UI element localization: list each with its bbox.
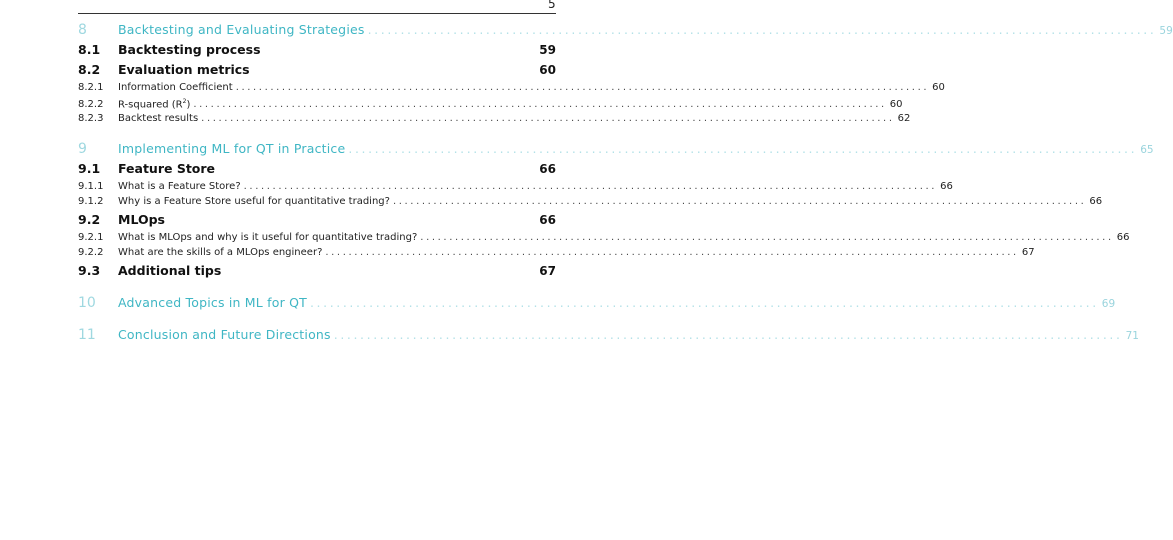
toc-entry-number: 8.1 xyxy=(78,42,101,57)
toc-entry-page: 66 xyxy=(1089,196,1103,207)
toc-subsection-9-2-2[interactable] xyxy=(78,247,1035,263)
toc-entry-title-text: Backtest results xyxy=(118,113,199,124)
toc-entry-page: 65 xyxy=(1140,143,1154,156)
toc-section-9-1[interactable] xyxy=(78,161,556,181)
toc-leader-dots: ........................................................................................................................ xyxy=(367,22,1157,37)
toc-entry-page: 67 xyxy=(1021,247,1035,258)
toc-entry-title-text: Implementing ML for QT in Practice xyxy=(118,140,346,156)
toc-entry-title-text: Information Coefficient xyxy=(118,82,233,93)
toc-entry-title xyxy=(118,196,390,207)
toc-entry-number: 8.2 xyxy=(78,62,101,77)
toc-entry-title xyxy=(118,42,261,57)
toc-leader-dots: ........................................................................................................................ xyxy=(243,180,938,192)
toc-entry-number: 9.1 xyxy=(78,160,101,176)
toc-entry-page: 60 xyxy=(539,63,556,77)
toc-entry-page: 59 xyxy=(539,43,556,57)
toc-entry-number: 9.2.1 xyxy=(78,231,104,243)
toc-entry-title xyxy=(118,98,190,110)
toc-entry-title xyxy=(118,263,221,278)
toc-entry-title-text: What is a Feature Store? xyxy=(118,180,241,192)
toc-leader-dots: ........................................................................................................................ xyxy=(235,82,930,93)
toc-chapter-10[interactable] xyxy=(78,294,1116,315)
table-of-contents xyxy=(78,22,1173,347)
toc-entry-number: 9.1.2 xyxy=(78,196,104,207)
toc-entry-title-text: Additional tips xyxy=(118,262,222,278)
toc-entry-title-text: Advanced Topics in ML for QT xyxy=(118,294,307,310)
toc-entry-title-text: Backtesting and Evaluating Strategies xyxy=(118,22,365,37)
toc-leader-dots: ........................................................................................................................ xyxy=(193,98,887,110)
toc-entry-page: 66 xyxy=(940,180,953,192)
toc-entry-title xyxy=(118,82,233,93)
toc-entry-title-text: What is MLOps and why is it useful for quantitative trading? xyxy=(118,231,418,243)
toc-entry-page: 67 xyxy=(539,263,556,278)
toc-entry-title-text: Feature Store xyxy=(118,160,216,176)
toc-entry-number: 10 xyxy=(78,294,96,311)
toc-entry-number: 8 xyxy=(78,22,87,38)
toc-section-8-1[interactable] xyxy=(78,42,556,62)
toc-leader-dots: ........................................................................................................................ xyxy=(348,140,1138,156)
toc-subsection-8-2-3[interactable] xyxy=(78,113,911,129)
toc-entry-title-text: What are the skills of a MLOps engineer? xyxy=(118,247,323,258)
toc-entry-title xyxy=(118,327,331,342)
toc-entry-title xyxy=(118,113,198,124)
toc-entry-title xyxy=(118,212,165,227)
toc-chapter-11[interactable] xyxy=(78,326,1139,347)
toc-entry-page: 66 xyxy=(1116,231,1130,243)
toc-entry-number: 9.2.2 xyxy=(78,247,104,258)
toc-entry-title xyxy=(118,22,365,37)
toc-entry-page: 60 xyxy=(889,98,903,110)
toc-section-8-2[interactable] xyxy=(78,62,556,82)
toc-subsection-9-2-1[interactable] xyxy=(78,231,1130,248)
header-rule xyxy=(78,13,556,14)
toc-entry-page: 62 xyxy=(897,113,911,124)
toc-entry-title xyxy=(118,141,345,156)
toc-entry-title-text: Evaluation metrics xyxy=(118,62,250,77)
toc-section-9-2[interactable] xyxy=(78,212,556,232)
toc-entry-page: 69 xyxy=(1101,297,1116,310)
toc-entry-number: 8.2.2 xyxy=(78,98,104,110)
toc-leader-dots: ........................................................................................................................ xyxy=(201,113,895,124)
toc-entry-page: 71 xyxy=(1125,329,1139,342)
toc-entry-title xyxy=(118,232,417,243)
toc-entry-title-text: MLOps xyxy=(118,211,165,227)
toc-entry-number: 11 xyxy=(78,326,96,343)
toc-entry-title xyxy=(118,161,215,176)
toc-subsection-9-1-1[interactable] xyxy=(78,180,953,197)
toc-entry-page: 60 xyxy=(932,82,945,93)
toc-entry-title-tail: ) xyxy=(186,98,191,110)
toc-entry-title xyxy=(118,295,307,310)
toc-entry-title xyxy=(118,181,241,192)
toc-entry-title-text: Why is a Feature Store useful for quantitative trading? xyxy=(118,196,390,207)
toc-entry-page: 66 xyxy=(539,161,556,176)
toc-entry-page: 66 xyxy=(539,212,556,227)
toc-subsection-9-1-2[interactable] xyxy=(78,196,1103,212)
toc-entry-number: 9 xyxy=(78,140,87,157)
toc-entry-title xyxy=(118,62,250,77)
toc-leader-dots: ........................................................................................................................ xyxy=(325,247,1019,258)
toc-section-9-3[interactable] xyxy=(78,263,556,283)
toc-leader-dots: ........................................................................................................................ xyxy=(392,196,1087,207)
toc-entry-title-text: Backtesting process xyxy=(118,42,261,57)
toc-entry-title-text: R-squared (R xyxy=(118,98,183,110)
toc-entry-title-superscript: 2 xyxy=(182,97,187,105)
toc-entry-number: 9.3 xyxy=(78,262,101,278)
toc-entry-page: 59 xyxy=(1159,25,1173,37)
toc-chapter-9[interactable] xyxy=(78,140,1154,161)
page-number: 5 xyxy=(548,0,556,11)
toc-entry-title-text: Conclusion and Future Directions xyxy=(118,326,331,342)
toc-leader-dots: ........................................................................................................................ xyxy=(420,231,1114,243)
toc-subsection-8-2-1[interactable] xyxy=(78,82,945,98)
toc-leader-dots: ........................................................................................................................ xyxy=(309,294,1099,310)
toc-entry-title xyxy=(118,247,322,258)
toc-chapter-8[interactable] xyxy=(78,22,1173,42)
toc-subsection-8-2-2[interactable] xyxy=(78,97,903,114)
toc-entry-number: 8.2.1 xyxy=(78,82,104,93)
toc-leader-dots: ........................................................................................................................ xyxy=(333,326,1123,342)
toc-entry-number: 9.1.1 xyxy=(78,180,104,192)
toc-entry-number: 9.2 xyxy=(78,211,101,227)
toc-entry-number: 8.2.3 xyxy=(78,113,104,124)
